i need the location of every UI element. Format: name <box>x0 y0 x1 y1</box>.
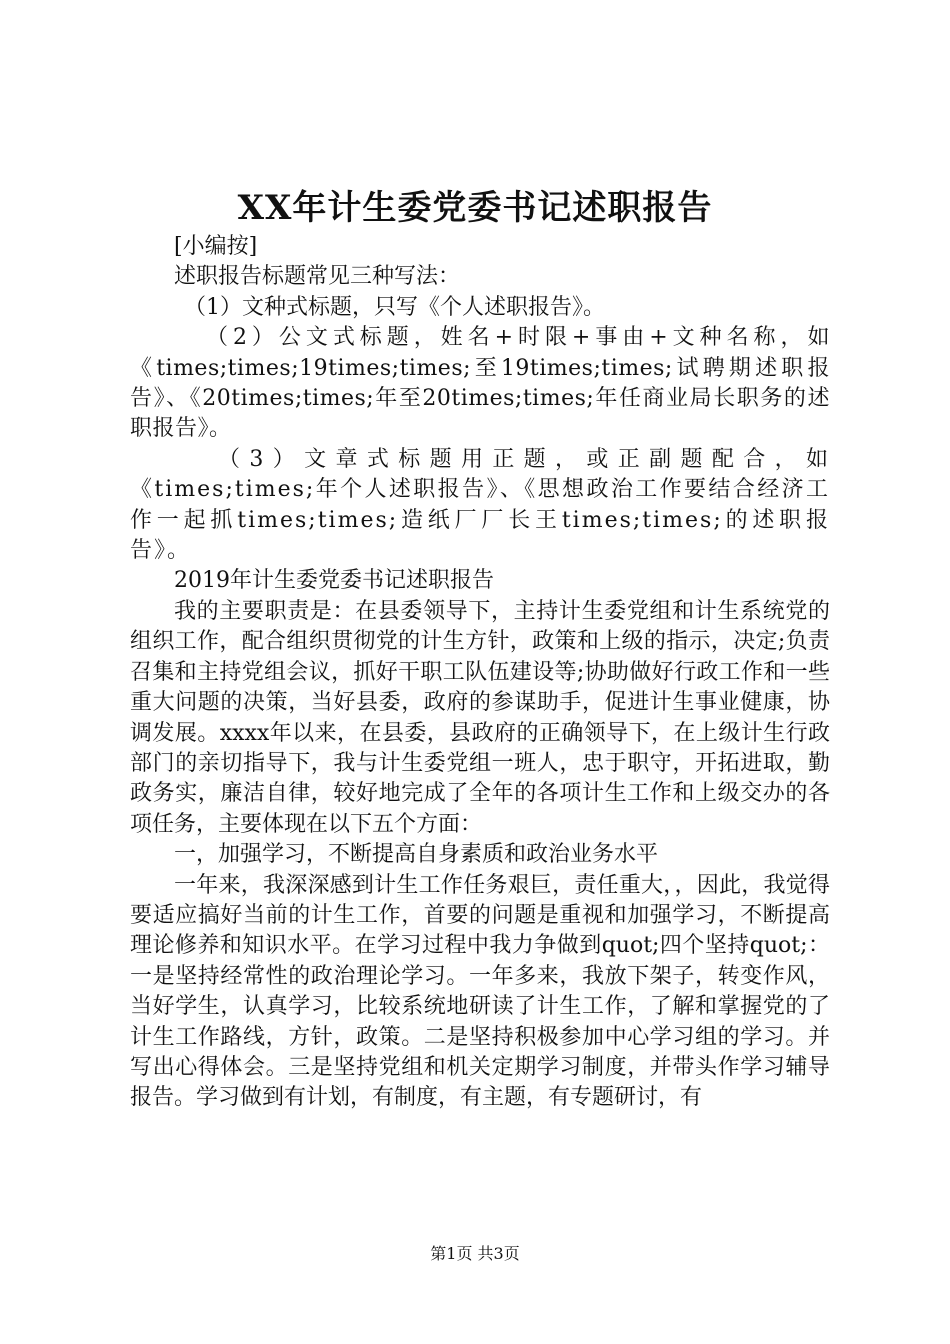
page-number: 第1页 共3页 <box>430 1244 520 1263</box>
document-body <box>130 232 830 1114</box>
section-heading: 2019年计生委党委书记述职报告 <box>174 568 494 594</box>
paragraph-study: 一年来，我深深感到计生工作任务艰巨，责任重大，，因此，我觉得要适应搞好当前的计生工作，首要的问题是重视和加强学习，不断提高理论修养和知识水平。在学习过程中我力争做到quot;四个坚持quot;：一是坚持经常性的政治理论学习。一年多来，我放下架子，转变作风，当好学生，认真学习，比较系统地研读了计生工作，了解和掌握党的了计生工作路线，方针，政策。二是坚持积极参加中心学习组的学习。并写出心得体会。三是坚持党组和机关定期学习制度，并带头作学习辅导报告。学习做到有计划，有制度，有主题，有专题研讨，有 <box>130 872 830 1111</box>
document-title: XX年计生委党委书记述职报告 <box>237 188 713 228</box>
paragraph-title-type-1: （1）文种式标题，只写《个人述职报告》。 <box>184 294 605 320</box>
paragraph-title-type-2: （2）公文式标题，姓名+时限+事由+文种名称，如《times;times;19times;times;至19times;times;试聘期述职报告》、《20times;times;年至20times;times;年任商业局长职务的述职报告》。 <box>130 325 830 442</box>
paragraph-title-intro: 述职报告标题常见三种写法： <box>174 264 461 290</box>
paragraph-title-type-3: （3）文章式标题用正题，或正副题配合，如《times;times;年个人述职报告》、《思想政治工作要结合经济工作一起抓times;times;造纸厂厂长王times;times;的述职报告》。 <box>130 446 830 564</box>
subheading-study: 一，加强学习，不断提高自身素质和政治业务水平 <box>174 842 659 868</box>
paragraph-duties: 我的主要职责是：在县委领导下，主持计生委党组和计生系统党的组织工作，配合组织贯彻党的计生方针，政策和上级的指示，决定;负责召集和主持党组会议，抓好干职工队伍建设等;协助做好行政工作和一些重大问题的决策，当好县委，政府的参谋助手，促进计生事业健康，协调发展。xxxx年以来，在县委，县政府的正确领导下，在上级计生行政部门的亲切指导下，我与计生委党组一班人，忠于职守，开拓进取，勤政务实，廉洁自律，较好地完成了全年的各项计生工作和上级交办的各项任务，主要体现在以下五个方面： <box>130 598 830 837</box>
editor-note: [小编按] <box>174 234 258 259</box>
